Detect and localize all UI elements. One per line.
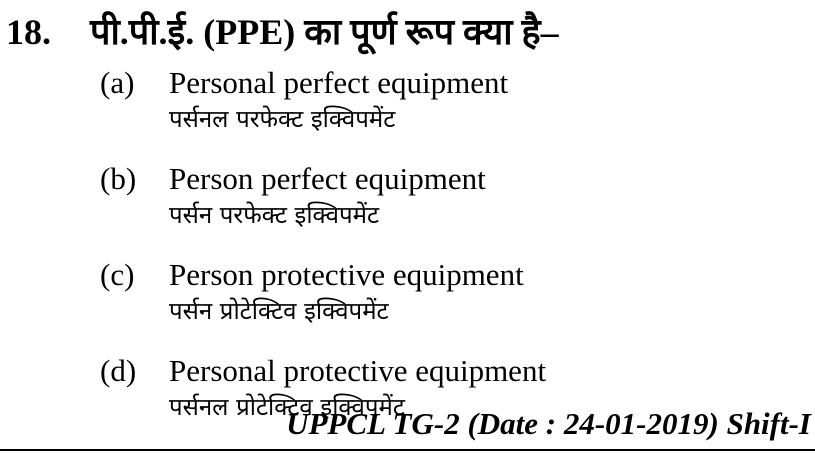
option-label: (c) [100,257,135,292]
option-label: (b) [100,161,137,196]
option-english: Personal perfect equipment [169,65,509,100]
exam-source: UPPCL TG-2 (Date : 24-01-2019) Shift-I [286,406,811,441]
option-hindi: पर्सनल परफेक्ट इक्विपमेंट [169,105,396,133]
question-text: पी.पी.ई. (PPE) का पूर्ण रूप क्या है– [90,12,559,52]
option-english: Personal protective equipment [169,353,547,388]
question-number: 18. [6,12,51,52]
option-label: (a) [100,65,135,100]
option-english: Person perfect equipment [169,161,486,196]
option-hindi: पर्सन प्रोटेक्टिव इक्विपमेंट [169,297,389,325]
option-label: (d) [100,353,137,388]
bottom-divider [0,449,815,451]
option-english: Person protective equipment [169,257,524,292]
option-hindi: पर्सनल प्रोटेक्टिव इक्विपमेंट [169,393,405,421]
option-hindi: पर्सन परफेक्ट इक्विपमेंट [169,201,380,229]
